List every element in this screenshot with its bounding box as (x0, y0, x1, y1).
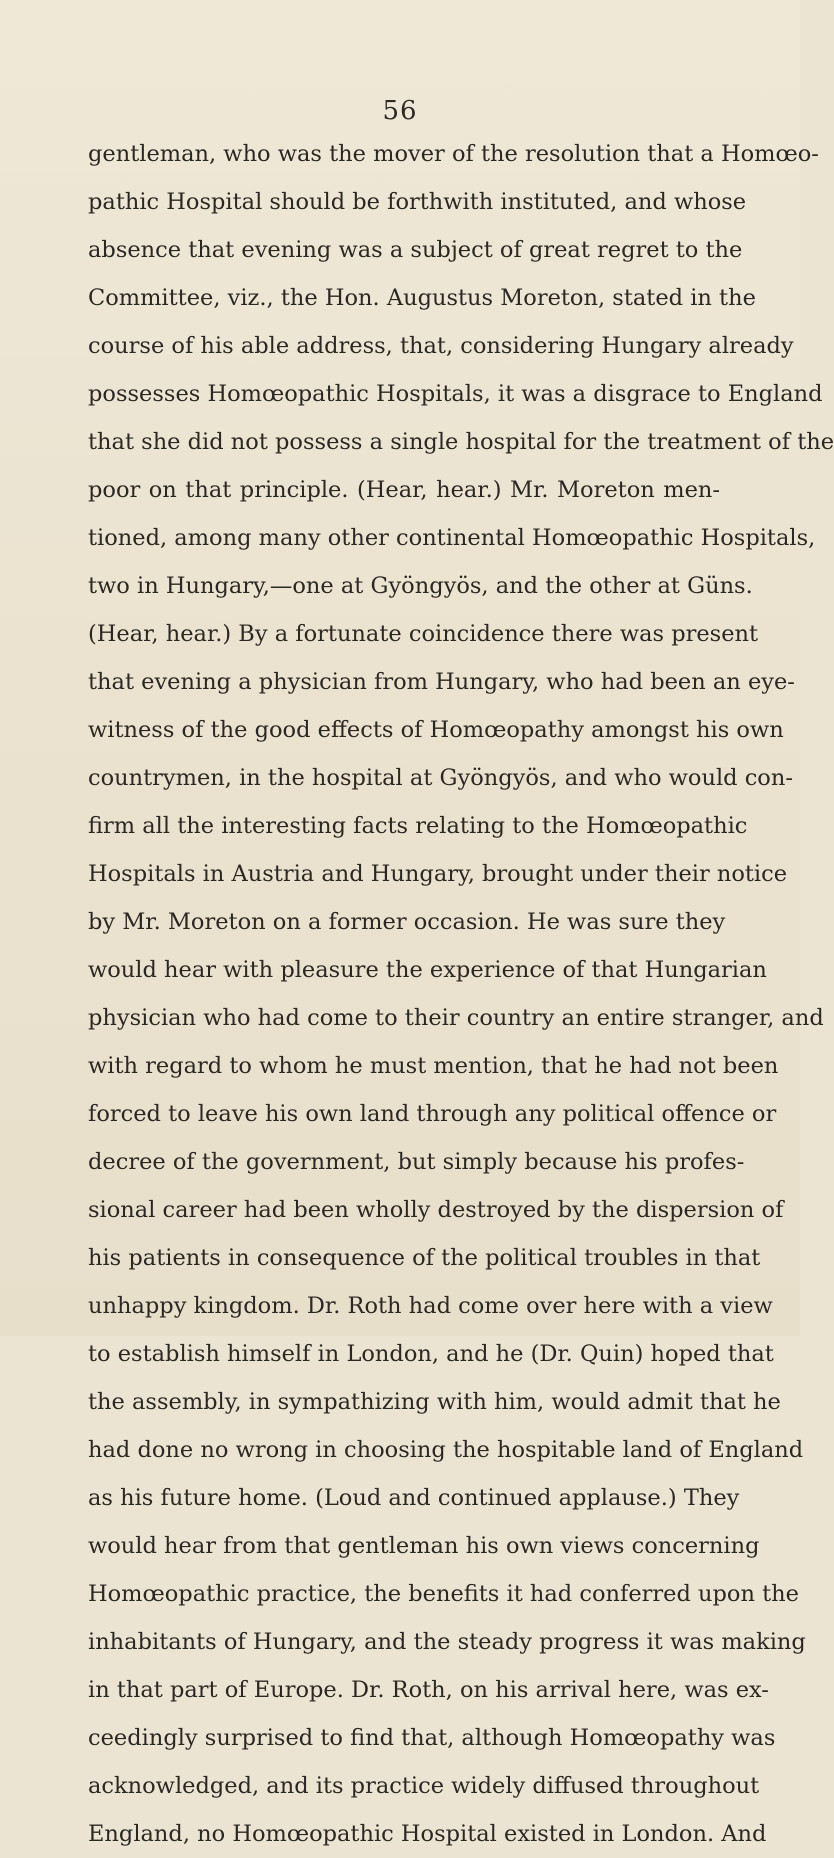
text-line: Homœopathic practice, the benefits it had conferred upon the (88, 1581, 799, 1607)
text-line: firm all the interesting facts relating to the Homœopathic (88, 813, 748, 839)
text-line: possesses Homœopathic Hospitals, it was a disgrace to England (88, 381, 823, 407)
text-line: sional career had been wholly destroyed by the dispersion of (88, 1197, 784, 1223)
text-line: tioned, among many other continental Homœopathic Hospitals, (88, 525, 816, 551)
text-line: witness of the good effects of Homœopathy amongst his own (88, 717, 784, 743)
text-line: Hospitals in Austria and Hungary, brought under their notice (88, 861, 788, 887)
text-line: unhappy kingdom. Dr. Roth had come over here with a view (88, 1293, 773, 1319)
text-line: his patients in consequence of the political troubles in that (88, 1245, 761, 1271)
text-line: pathic Hospital should be forthwith instituted, and whose (88, 189, 747, 215)
text-line: had done no wrong in choosing the hospitable land of England (88, 1437, 804, 1463)
text-line: course of his able address, that, considering Hungary already (88, 333, 794, 359)
text-line: physician who had come to their country an entire stranger, and (88, 1005, 824, 1031)
text-line: Committee, viz., the Hon. Augustus Moreton, stated in the (88, 285, 756, 311)
text-line: acknowledged, and its practice widely diffused throughout (88, 1773, 760, 1799)
text-line: to establish himself in London, and he (Dr. Quin) hoped that (88, 1341, 774, 1367)
text-line: inhabitants of Hungary, and the steady progress it was making (88, 1629, 806, 1655)
text-line: ceedingly surprised to find that, although Homœopathy was (88, 1725, 776, 1751)
text-line: with regard to whom he must mention, that he had not been (88, 1053, 779, 1079)
text-line: (Hear, hear.) By a fortunate coincidence there was present (88, 621, 759, 647)
text-line: in that part of Europe. Dr. Roth, on his arrival here, was ex- (88, 1677, 769, 1703)
text-line: would hear from that gentleman his own views concerning (88, 1533, 760, 1559)
text-line: that she did not possess a single hospital for the treatment of the (88, 429, 834, 455)
text-line: two in Hungary,—one at Gyöngyös, and the other at Güns. (88, 573, 753, 599)
text-line: forced to leave his own land through any political offence or (88, 1101, 777, 1127)
text-line: would hear with pleasure the experience of that Hungarian (88, 957, 767, 983)
text-line: countrymen, in the hospital at Gyöngyös, and who would con- (88, 765, 793, 791)
body-text (88, 130, 834, 1858)
text-line: as his future home. (Loud and continued applause.) They (88, 1485, 740, 1511)
text-line: gentleman, who was the mover of the resolution that a Homœo- (88, 141, 819, 167)
text-line: poor on that principle. (Hear, hear.) Mr. Moreton men- (88, 477, 720, 503)
text-line: decree of the government, but simply because his profes- (88, 1149, 745, 1175)
text-line: England, no Homœopathic Hospital existed in London. And (88, 1821, 767, 1847)
text-line: absence that evening was a subject of great regret to the (88, 237, 743, 263)
page-number: 56 (382, 96, 418, 126)
text-line: that evening a physician from Hungary, who had been an eye- (88, 669, 795, 695)
text-line: the assembly, in sympathizing with him, would admit that he (88, 1389, 781, 1415)
text-line: by Mr. Moreton on a former occasion. He was sure they (88, 909, 726, 935)
